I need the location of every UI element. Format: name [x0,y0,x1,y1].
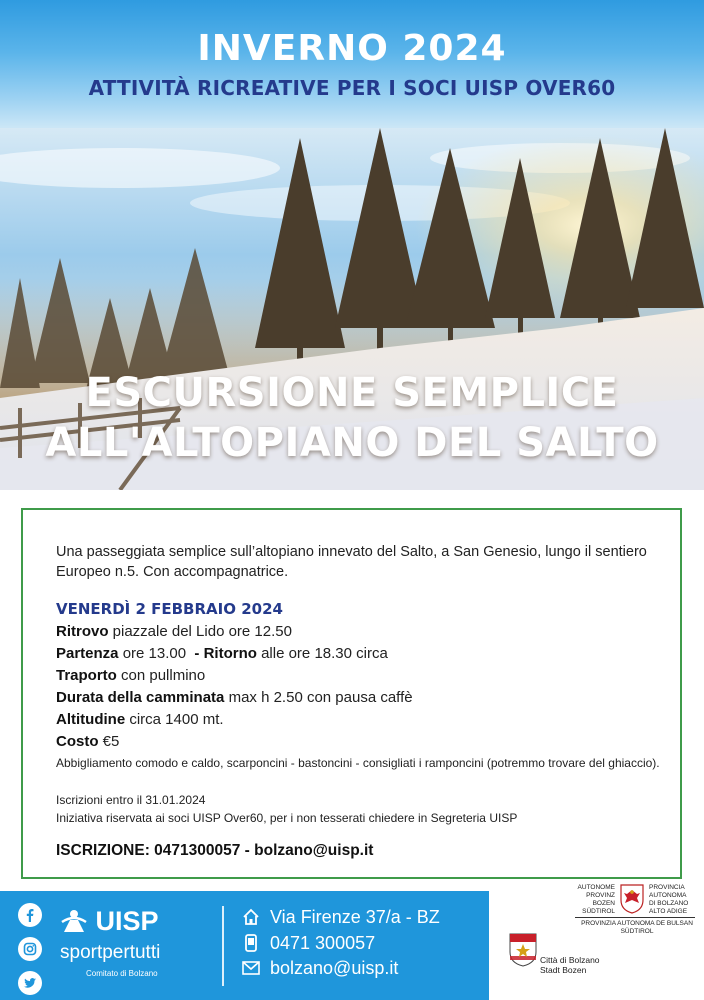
runner-icon [60,908,88,934]
enrollment-info [56,791,517,827]
prov-right-line-4: ALTO ADIGE [649,908,688,915]
enrollment-deadline: Iscrizioni entro il 31.01.2024 [56,793,206,807]
eagle-shield-icon [620,884,644,914]
province-divider [575,917,695,918]
city-name [540,955,600,975]
ritorno-label: - Ritorno [194,645,257,662]
brand-tagline: sportpertutti [60,942,161,963]
event-date: VENERDÌ 2 FEBBRAIO 2024 [56,600,283,618]
prov-right-line-1: PROVINCIA [649,884,685,891]
footer-divider [222,906,224,986]
province-text-de [575,884,615,916]
facebook-icon[interactable] [18,903,42,927]
phone-text[interactable]: 0471 300057 [270,932,376,953]
trasporto-value: con pullmino [116,667,206,684]
ritrovo-value: piazzale del Lido ore 12.50 [108,623,292,640]
detail-costo [56,731,413,753]
brand-name-text: UISP [95,906,159,936]
phone-row [240,931,375,955]
clothing-note: Abbigliamento comodo e caldo, scarponcini - bastoncini - consigliati i ramponcini (potremmo trovare del ghiaccio). [56,756,660,770]
detail-partenza [56,643,413,665]
email-text[interactable]: bolzano@uisp.it [270,957,399,978]
phone-icon [240,934,262,952]
twitter-icon[interactable] [18,971,42,995]
email-row [240,956,398,980]
altitudine-value: circa 1400 mt. [125,711,224,728]
address-row [240,905,440,929]
detail-durata [56,687,413,709]
prov-bottom-line-1: PROVINZIA AUTONOMA DE BULSAN [581,920,693,927]
city-name-de: Stadt Bozen [540,965,587,975]
prov-left-line-4: SÜDTIROL [582,908,615,915]
costo-label: Costo [56,733,99,750]
header-banner [0,0,704,130]
page-subtitle: ATTIVITÀ RICREATIVE PER I SOCI UISP OVER60 [88,76,616,100]
city-logo [508,932,628,976]
hero-title-line-1: ESCURSIONE SEMPLICE [85,370,619,416]
hero-title-line-2: ALL'ALTOPIANO DEL SALTO [45,420,659,466]
ritrovo-label: Ritrovo [56,623,109,640]
mail-icon [240,961,262,975]
durata-value: max h 2.50 con pausa caffè [224,689,413,706]
prov-left-line-1: AUTONOME [577,884,615,891]
detail-altitudine [56,709,413,731]
hero-photo [0,128,704,490]
partenza-value: ore 13.00 [118,645,195,662]
city-shield-icon [508,932,538,968]
enrollment-contact: ISCRIZIONE: 0471300057 - bolzano@uisp.it [56,842,374,859]
partenza-label: Partenza [56,645,119,662]
prov-right-line-2: AUTONOMA [649,892,687,899]
province-text-it [649,884,699,916]
ritorno-value: alle ore 18.30 circa [256,645,388,662]
detail-trasporto [56,665,413,687]
city-name-it: Città di Bolzano [540,955,600,965]
prov-bottom-line-2: SÜDTIROL [620,928,654,935]
social-links [18,903,44,1000]
instagram-icon[interactable] [18,937,42,961]
durata-label: Durata della camminata [56,689,225,706]
brand-name [60,906,159,937]
trasporto-label: Traporto [56,667,117,684]
address-text: Via Firenze 37/a - BZ [270,906,440,927]
brand-committee: Comitato di Bolzano [86,969,158,978]
prov-left-line-2: PROVINZ [586,892,615,899]
enrollment-restriction: Iniziativa riservata ai soci UISP Over60, per i non tesserati chiedere in Segreteria UISP [56,811,518,825]
page-title: INVERNO 2024 [197,28,507,69]
altitudine-label: Altitudine [56,711,126,728]
costo-value: €5 [98,733,120,750]
prov-right-line-3: DI BOLZANO [649,900,689,907]
detail-ritrovo [56,621,413,643]
info-box [21,508,682,879]
home-icon [240,908,262,926]
prov-left-line-3: BOZEN [592,900,615,907]
intro-text: Una passeggiata semplice sull’altopiano innevato del Salto, a San Genesio, lungo il sentiero Europeo n.5. Con accompagnatrice. [56,544,647,580]
event-details [56,621,413,753]
